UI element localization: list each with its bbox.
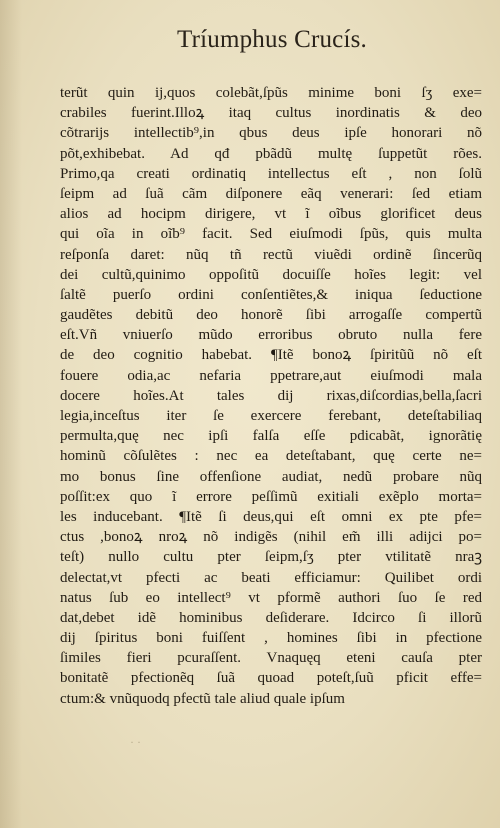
text-line: ſaltẽ puerſo ordini conſentiẽtes,& iniqua ſeductione	[60, 286, 482, 303]
text-line: reſponſa daret: nũq tñ rectũ viuẽdi ordinẽ ſincerũq	[60, 246, 482, 263]
text-line: dat,debet idẽ hominibus deſiderare. Idcirco ſi illorũ	[60, 609, 482, 626]
text-line: cõtrarijs intellectib⁹,in qbus deus ipſe honorari nõ	[60, 125, 482, 142]
text-line: fouere odia,ac nefaria ppetrare,aut eiuſmodi mala	[60, 367, 482, 384]
text-line: terũt quin ij,quos colebãt,ſpũs minime boni ſʒ exe=	[60, 85, 482, 101]
text-line: qui oĩa in oĩb⁹ facit. Sed eiuſmodi ſpũs, quis multa	[60, 226, 482, 243]
text-line: gaudẽtes debitũ deo honorẽ ſibi arrogaſſe compertũ	[60, 307, 482, 324]
text-line: ctus ,bonoꝝ nroꝝ nõ indigẽs (nihil em̃ illi adijci po=	[60, 529, 482, 546]
text-line: mo bonus ſine offenſione audiat, nedũ probare nũq	[60, 468, 482, 485]
text-line: teſt) nullo cultu pter ſeipm,ſʒ pter vtilitatẽ nraꝫ	[60, 549, 482, 566]
text-line: hominũ cõſulẽtes : nec ea deteſtabant, quę certe ne=	[60, 448, 482, 465]
text-line: crabiles fuerint.Illoꝝ itaq cultus inordinatis & deo	[60, 105, 482, 122]
text-line: les inducebant. ¶Itẽ ſi deus,qui eſt omni ex pte pfe=	[60, 508, 482, 525]
text-line: permulta,quę nec ipſi falſa eſſe pdicabãt, ignorãtię	[60, 428, 482, 445]
text-line: Primo,qa creati ordinatiq intellectus eſt , non ſolũ	[60, 165, 482, 182]
text-line: bonitatẽ pfectionẽq ſuã quoad poteſt,ſuũ pficit effe=	[60, 670, 482, 687]
text-line: docere hoĩes.At tales dij rixas,diſcordias,bella,ſacri	[60, 387, 482, 404]
margin-smudge: · ·	[130, 735, 141, 749]
text-line: alios ad hocipm dirigere, vt ĩ oĩbus glorificet deus	[60, 206, 482, 223]
text-line: dij ſpiritus boni fuiſſent , homines ſibi in pfectione	[60, 630, 482, 647]
running-head-text: Tríumphus Crucís.	[176, 26, 367, 53]
text-line: ſeipm ad ſuã cãm diſponere eãq venerari: ſed etiam	[60, 185, 482, 202]
text-line: eſt.Vñ vniuerſo mũdo erroribus obruto nulla fere	[60, 327, 482, 344]
text-line: ctum:& vnũquodq pfectũ tale aliud quale ipſum	[60, 690, 345, 707]
text-line: delectat,vt pfecti ac beati efficiamur: Quilibet ordi	[60, 569, 482, 586]
text-line: poſſit:ex quo ĩ errore peſſimũ exitiali exẽplo morta=	[60, 488, 482, 505]
text-line: põt,exhibebat. Ad qđ pbãdũ multę ſuppetũt rões.	[60, 145, 482, 162]
running-head	[0, 26, 500, 54]
text-line: ſimiles fieri pcuraſſent. Vnaquęq eteni cauſa pter	[60, 650, 482, 667]
text-line: de deo cognitio habebat. ¶Itẽ bonoꝝ ſpiritũũ nõ eſt	[60, 347, 482, 364]
text-line: legia,inceſtus iter ſe exercere ferebant, deteſtabiliaq	[60, 408, 482, 424]
text-line: natus ſub eo intellect⁹ vt pformẽ authori ſuo ſe red	[60, 589, 482, 606]
body-text	[60, 83, 482, 709]
text-line: dei cultũ,quinimo oppoſitũ docuiſſe hoĩes legit: vel	[60, 266, 482, 283]
